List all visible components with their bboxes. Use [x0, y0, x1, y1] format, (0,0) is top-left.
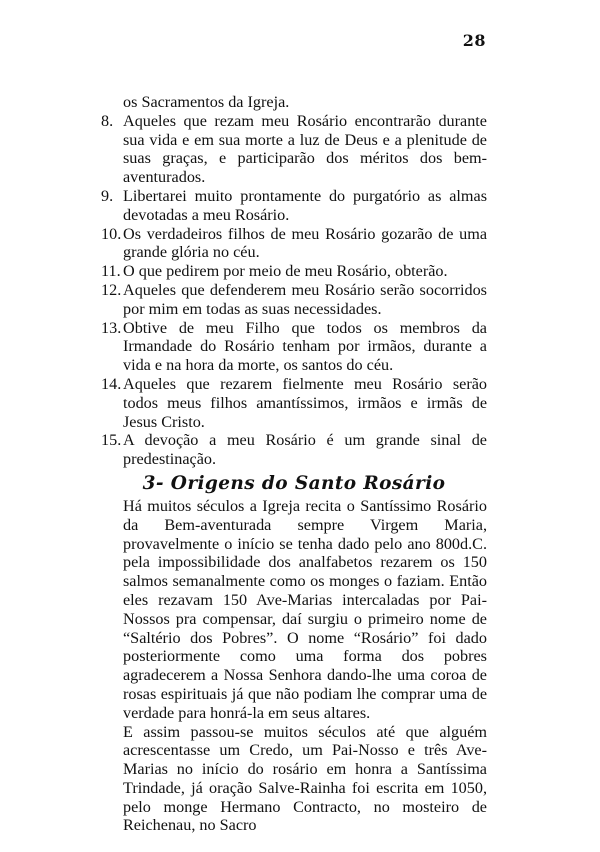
list-item-text: Aqueles que rezarem fielmente meu Rosário serão todos meus filhos amantíssimos, irmãos e irmãs de Jesus Cristo. [123, 374, 487, 431]
list-item [101, 262, 487, 281]
list-item-number: 8. [101, 111, 114, 130]
list-item-number: 14. [101, 374, 122, 393]
page-number: 28 [462, 31, 486, 50]
list-item-text: Aqueles que rezam meu Rosário encontrarão durante sua vida e em sua morte a luz de Deus e a plenitude de suas graças, e participarão dos méritos dos bem-aventurados. [123, 111, 487, 187]
list-item [101, 319, 487, 375]
section-heading: 3- Origens do Santo Rosário [142, 472, 446, 494]
list-item-number: 15. [101, 431, 122, 450]
list-item [101, 112, 487, 187]
list-item-number: 11. [101, 262, 121, 281]
list-item-text: Os verdadeiros filhos de meu Rosário gozarão de uma grande glória no céu. [123, 224, 487, 262]
continuation-text: os Sacramentos da Igreja. [123, 93, 290, 111]
list-item-number: 12. [101, 280, 122, 299]
list-item [101, 375, 487, 431]
list-item-number: 13. [101, 318, 122, 337]
list-item-text: Obtive de meu Filho que todos os membros da Irmandade do Rosário tenham por irmãos, durante a vida e na hora da morte, os santos do céu. [123, 318, 487, 375]
list-item-text: O que pedirem por meio de meu Rosário, obterão. [123, 262, 448, 281]
page-content [101, 93, 487, 835]
list-item-text: Aqueles que defenderem meu Rosário serão socorridos por mim em todas as suas necessidades. [123, 280, 487, 318]
list-item [101, 187, 487, 225]
list-item [101, 281, 487, 319]
paragraph: E assim passou-se muitos séculos até que alguém acrescentasse um Credo, um Pai-Nosso e três Ave-Marias no início do rosário em honra a Santíssima Trindade, já oração Salve-Rainha foi escrita em 1050, pelo monge Hermano Contracto, no mosteiro de Reichenau, no Sacro [123, 722, 487, 835]
body-text [101, 497, 487, 835]
list-item [101, 431, 487, 469]
paragraph: Há muitos séculos a Igreja recita o Santíssimo Rosário da Bem-aventurada sempre Virgem Maria, provavelmente o início se tenha dado pelo ano 800d.C. pela impossibilidade dos analfabetos rezarem os 150 salmos semanalmente como os monges o faziam. Então eles rezavam 150 Ave-Marias intercaladas por Pai-Nossos pra compensar, daí surgiu o primeiro nome de “Saltério dos Pobres”. O nome “Rosário” foi dado posteriormente como uma forma dos pobres agradecerem a Nossa Senhora dando-lhe uma coroa de rosas espirituais já que não podiam lhe comprar uma de verdade para honrá-la em seus altares. [123, 496, 487, 722]
list-item-text: A devoção a meu Rosário é um grande sinal de predestinação. [123, 431, 487, 469]
list-item [101, 225, 487, 263]
list-item-number: 10. [101, 224, 122, 243]
list-item-number: 9. [101, 186, 114, 205]
list-item-text: Libertarei muito prontamente do purgatório as almas devotadas a meu Rosário. [123, 186, 487, 224]
